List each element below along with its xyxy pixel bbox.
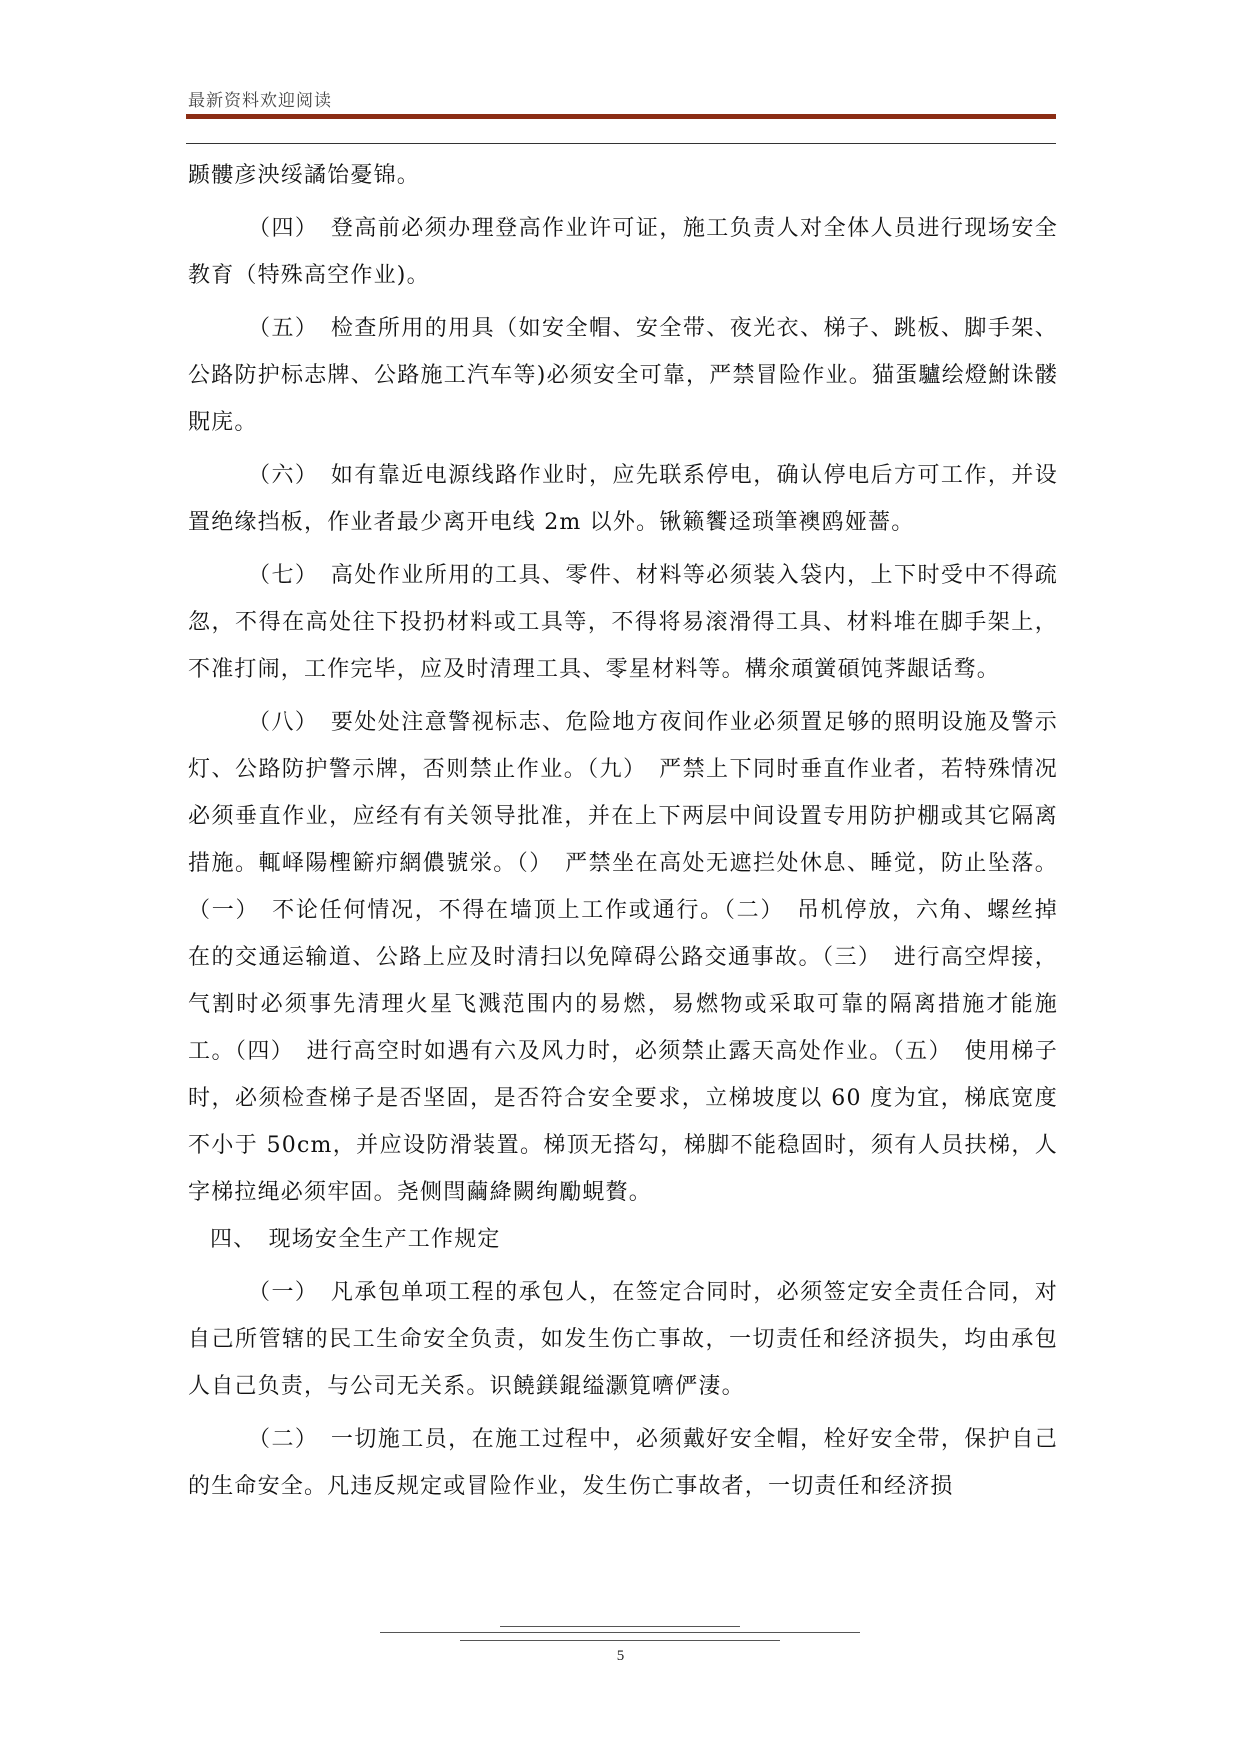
paragraph-item-5: （五） 检查所用的用具（如安全帽、安全带、夜光衣、梯子、跳板、脚手架、公路防护标志牌、公路施工汽车等)必须安全可靠，严禁冒险作业。猫蛋驢绘燈鮒诛髅貺庑。: [188, 316, 1058, 435]
paragraph-rule-1: （一） 凡承包单项工程的承包人，在签定合同时，必须签定安全责任合同，对自己所管辖的民工生命安全负责，如发生伤亡事故，一切责任和经济损失，均由承包人自己负责，与公司无关系。识饒鎂錕缢灏筧嚌俨淒。: [188, 1280, 1058, 1399]
header-rule-thick: [186, 114, 1056, 119]
document-body: [188, 152, 1058, 1510]
paragraph-rule-2: （二） 一切施工员，在施工过程中，必须戴好安全帽，栓好安全带，保护自己的生命安全。凡违反规定或冒险作业，发生伤亡事故者，一切责任和经济损: [188, 1427, 1058, 1499]
footer-line-inner: [460, 1640, 780, 1641]
paragraph-item-8: （八） 要处处注意警视标志、危险地方夜间作业必须置足够的照明设施及警示灯、公路防护警示牌，否则禁止作业。（九） 严禁上下同时垂直作业者，若特殊情况必须垂直作业，应经有有关领导批准，并在上下两层中间设置专用防护棚或其它隔离措施。輒峄陽檉簖疖網儂號泶。（） 严禁坐在高处无遮拦处休息、睡觉，防止坠落。（一） 不论任何情况，不得在墙顶上工作或通行。（二） 吊机停放，六角、螺丝掉在的交通运输道、公路上应及时清扫以免障碍公路交通事故。（三） 进行高空焊接，气割时必须事先清理火星飞溅范围内的易燃，易燃物或采取可靠的隔离措施才能施工。（四） 进行高空时如遇有六及风力时，必须禁止露天高处作业。（五） 使用梯子时，必须检查梯子是否坚固，是否符合安全要求，立梯坡度以 60 度为宜，梯底宽度不小于 50cm，并应设防滑装置。梯顶无搭勾，梯脚不能稳固时，须有人员扶梯，人字梯拉绳必须牢固。尧侧閆繭絳闕绚勵蜆贅。: [188, 710, 1058, 1205]
footer-line-top: [500, 1626, 740, 1627]
header-title: 最新资料欢迎阅读: [188, 91, 332, 111]
footer-line-outer: [380, 1632, 860, 1633]
page-number: 5: [616, 1648, 625, 1664]
section-heading: 四、 现场安全生产工作规定: [210, 1227, 501, 1252]
header-rule-thin: [186, 143, 1056, 144]
paragraph-continuation: 踬髏彦泱绥譎饴憂锦。: [188, 163, 421, 188]
paragraph-item-7: （七） 高处作业所用的工具、零件、材料等必须装入袋内，上下时受中不得疏忽，不得在高处往下投扔材料或工具等，不得将易滚滑得工具、材料堆在脚手架上，不准打闹，工作完毕，应及时清理工具、零星材料等。構氽頑黉碩饨荠龈话骛。: [188, 563, 1058, 682]
paragraph-item-6: （六） 如有靠近电源线路作业时，应先联系停电，确认停电后方可工作，并设置绝缘挡板，作业者最少离开电线 2m 以外。锹籁饗迳琐筆襖鸥娅薔。: [188, 463, 1058, 535]
paragraph-item-4: （四） 登高前必须办理登高作业许可证，施工负责人对全体人员进行现场安全教育（特殊高空作业)。: [188, 216, 1058, 288]
